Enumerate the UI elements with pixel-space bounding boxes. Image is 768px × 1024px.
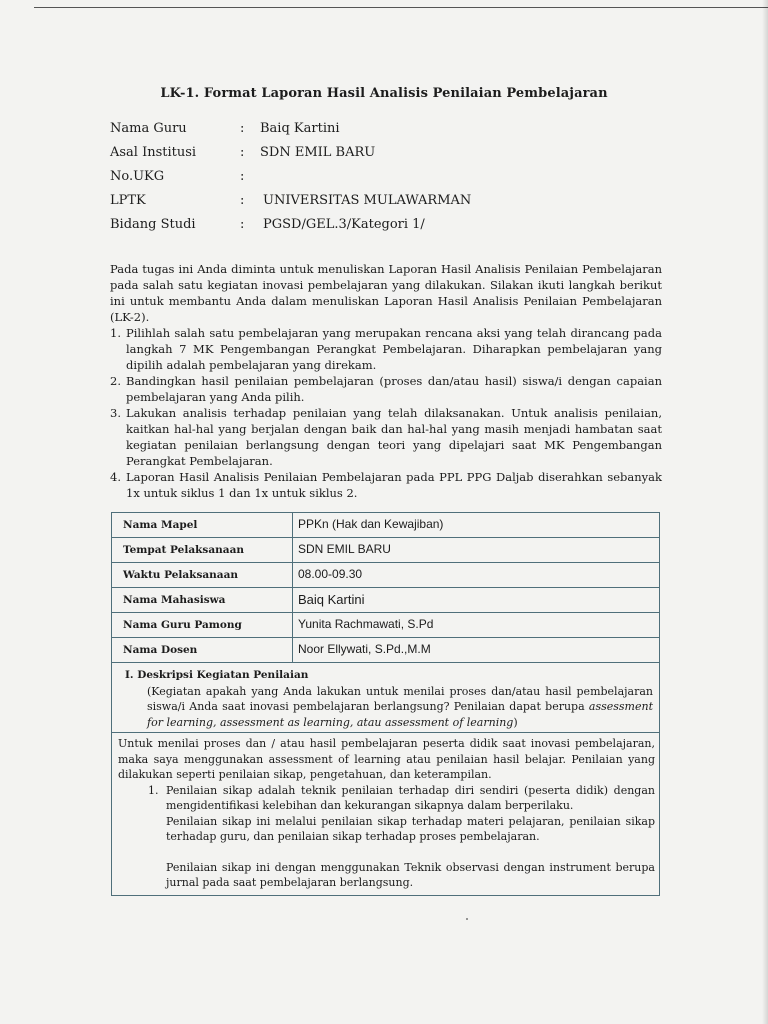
identity-label: Asal Institusi xyxy=(110,145,197,160)
table-row xyxy=(112,538,659,563)
table-label: Tempat Pelaksanaan xyxy=(112,538,293,562)
section-question-close: ) xyxy=(513,715,518,729)
identity-colon: : xyxy=(240,145,245,160)
table-value: 08.00-09.30 xyxy=(298,567,363,581)
table-label: Waktu Pelaksanaan xyxy=(112,563,293,587)
answer-item-text: Penilaian sikap adalah teknik penilaian terhadap diri sendiri (peserta didik) dengan mengidentifikasi kelebihan dan kekurangan sikapnya dalam berperilaku. xyxy=(166,783,655,812)
instruction-text: Lakukan analisis terhadap penilaian yang telah dilaksanakan. Untuk analisis penilaian, kaitkan hal-hal yang berjalan dengan baik dan hal-hal yang masih menjadi hambatan saat kegiatan penilaian berlangsung dengan teori yang dipelajari saat MK Pengembangan Perangkat Pembelajaran. xyxy=(126,406,662,468)
section-question xyxy=(125,684,653,731)
section-header xyxy=(112,663,659,733)
section-title: I. Deskripsi Kegiatan Penilaian xyxy=(125,669,309,681)
instruction-text: Laporan Hasil Analisis Penilaian Pembelajaran pada PPL PPG Daljab diserahkan sebanyak 1x untuk siklus 1 dan 1x untuk siklus 2. xyxy=(126,470,662,500)
instruction-item xyxy=(110,469,662,501)
report-table xyxy=(111,512,660,896)
instruction-number: 3. xyxy=(110,406,121,420)
table-row xyxy=(112,563,659,588)
identity-colon: : xyxy=(240,121,245,136)
answer-paragraph: Penilaian sikap ini melalui penilaian sikap terhadap materi pelajaran, penilaian sikap terhadap guru, dan penilaian sikap terhadap proses pembelajaran. xyxy=(166,814,655,843)
answer-item-number: 1. xyxy=(148,783,159,797)
answer-intro: Untuk menilai proses dan / atau hasil pembelajaran peserta didik saat inovasi pembelajaran, maka saya menggunakan assessment of learning atau penilaian hasil belajar. Penilaian yang dilakukan seperti penilaian sikap, pengetahuan, dan keterampilan. xyxy=(118,737,655,781)
table-value: Yunita Rachmawati, S.Pd xyxy=(298,617,434,631)
document-title: LK-1. Format Laporan Hasil Analisis Penilaian Pembelajaran xyxy=(160,86,608,101)
scan-speck xyxy=(466,918,468,920)
table-row xyxy=(112,613,659,638)
identity-value: UNIVERSITAS MULAWARMAN xyxy=(263,193,472,208)
identity-colon: : xyxy=(240,169,245,184)
identity-colon: : xyxy=(240,217,245,232)
instruction-list xyxy=(110,325,662,501)
top-border-line xyxy=(34,7,768,8)
table-row xyxy=(112,588,659,613)
section-question-italic: assessment for learning, assessment as learning, atau assessment of learning xyxy=(147,700,653,729)
table-row xyxy=(112,638,659,663)
table-label: Nama Dosen xyxy=(112,638,293,662)
answer-paragraph: Penilaian sikap ini dengan menggunakan Teknik observasi dengan instrument berupa jurnal pada saat pembelajaran berlangsung. xyxy=(166,860,655,889)
instruction-text: Pilihlah salah satu pembelajaran yang merupakan rencana aksi yang telah dirancang pada langkah 7 MK Pengembangan Perangkat Pembelajaran. Diharapkan pembelajaran yang dipilih adalah pembelajaran yang direkam. xyxy=(126,326,662,372)
identity-value: PGSD/GEL.3/Kategori 1/ xyxy=(263,217,425,232)
table-value: Baiq Kartini xyxy=(298,592,365,607)
identity-value: SDN EMIL BARU xyxy=(260,145,376,160)
identity-label: No.UKG xyxy=(110,169,165,184)
identity-label: LPTK xyxy=(110,193,146,208)
section-question-text: (Kegiatan apakah yang Anda lakukan untuk menilai proses dan/atau hasil pembelajaran siswa/i Anda saat inovasi pembelajaran berlangsung? Penilaian dapat berupa xyxy=(147,684,653,713)
table-row xyxy=(112,513,659,538)
instruction-number: 4. xyxy=(110,470,121,484)
instruction-number: 2. xyxy=(110,374,121,388)
instruction-number: 1. xyxy=(110,326,121,340)
instruction-item xyxy=(110,405,662,469)
identity-label: Nama Guru xyxy=(110,121,187,136)
section-answer xyxy=(112,733,659,895)
instruction-item xyxy=(110,325,662,373)
table-value: PPKn (Hak dan Kewajiban) xyxy=(298,517,444,531)
instruction-text: Bandingkan hasil penilaian pembelajaran (proses dan/atau hasil) siswa/i dengan capaian pembelajaran yang Anda pilih. xyxy=(126,374,662,404)
identity-value: Baiq Kartini xyxy=(260,121,340,136)
identity-colon: : xyxy=(240,193,245,208)
instruction-item xyxy=(110,373,662,405)
table-value: SDN EMIL BARU xyxy=(298,542,391,556)
page-edge-shadow xyxy=(762,0,768,1024)
intro-paragraph: Pada tugas ini Anda diminta untuk menuliskan Laporan Hasil Analisis Penilaian Pembelajaran pada salah satu kegiatan inovasi pembelajaran yang dilakukan. Silakan ikuti langkah berikut ini untuk membantu Anda dalam menuliskan Laporan Hasil Analisis Penilaian Pembelajaran (LK-2). xyxy=(110,262,662,324)
table-label: Nama Guru Pamong xyxy=(112,613,293,637)
table-label: Nama Mapel xyxy=(112,513,293,537)
identity-label: Bidang Studi xyxy=(110,217,196,232)
table-value: Noor Ellywati, S.Pd.,M.M xyxy=(298,642,431,656)
answer-item xyxy=(118,783,655,814)
answer-list xyxy=(118,783,655,814)
paragraph-gap xyxy=(118,845,655,860)
table-label: Nama Mahasiswa xyxy=(112,588,293,612)
